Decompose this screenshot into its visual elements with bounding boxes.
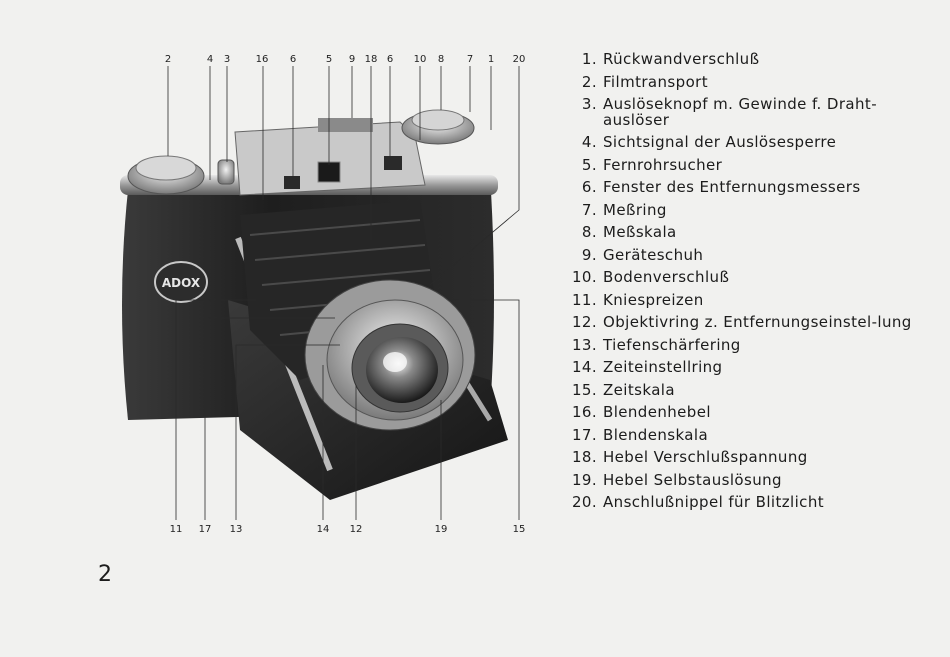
- legend-item: [563, 311, 943, 334]
- legend-number: 5.: [581, 155, 597, 174]
- legend-item: [563, 71, 943, 94]
- legend-text: Objektivring z. Entfernungseinstel-lung: [603, 313, 912, 331]
- callouts-top: [165, 54, 526, 65]
- legend-item: [563, 199, 943, 222]
- callout-7: 7: [466, 54, 474, 65]
- legend-item: [563, 48, 943, 71]
- legend-number: 16.: [571, 403, 597, 421]
- legend-text: Fernrohrsucher: [603, 155, 723, 174]
- legend-item: [563, 356, 943, 379]
- legend-number: 3.: [581, 95, 597, 113]
- legend-item: [563, 266, 943, 289]
- callout-6b: 6: [386, 54, 394, 65]
- legend-number: 1.: [581, 50, 597, 68]
- callout-19: 19: [434, 524, 448, 535]
- legend-number: 17.: [571, 425, 597, 444]
- legend-item: [563, 446, 943, 469]
- page-number: 2: [98, 562, 112, 587]
- legend-text: Zeiteinstellring: [603, 358, 723, 376]
- legend-text: Bodenverschluß: [603, 268, 730, 286]
- callout-8: 8: [437, 54, 445, 65]
- legend-number: 12.: [571, 313, 597, 331]
- legend-number: 20.: [571, 493, 597, 511]
- legend-number: 19.: [571, 470, 597, 489]
- legend-item: [563, 424, 943, 447]
- legend-text: Tiefenschärfering: [603, 335, 741, 354]
- legend-text: Hebel Verschlußspannung: [603, 448, 808, 466]
- legend-number: 6.: [581, 178, 597, 196]
- legend-number: 11.: [571, 290, 597, 309]
- legend-text: Meßring: [603, 200, 667, 219]
- legend-text: Filmtransport: [603, 72, 708, 91]
- legend-number: 18.: [571, 448, 597, 466]
- legend-item: [563, 221, 943, 244]
- callout-14: 14: [316, 524, 330, 535]
- callout-6a: 6: [289, 54, 297, 65]
- legend-text: Kniespreizen: [603, 290, 704, 309]
- callout-3: 3: [223, 54, 231, 65]
- legend-item: [563, 244, 943, 267]
- legend-text: Meßskala: [603, 223, 677, 241]
- callout-17: 17: [198, 524, 212, 535]
- callout-10: 10: [413, 54, 427, 65]
- legend-number: 10.: [571, 268, 597, 286]
- legend-item: [563, 154, 943, 177]
- parts-legend: [563, 48, 943, 514]
- legend-number: 9.: [581, 245, 597, 264]
- legend-item: [563, 379, 943, 402]
- legend-item: [563, 401, 943, 424]
- lens-assembly: [305, 280, 475, 430]
- legend-number: 14.: [571, 358, 597, 376]
- legend-text: Auslöseknopf m. Gewinde f. Draht-auslöser: [603, 95, 878, 129]
- legend-text: Sichtsignal der Auslösesperre: [603, 133, 837, 151]
- legend-text: Blendenhebel: [603, 403, 711, 421]
- legend-text: Hebel Selbstauslösung: [603, 470, 782, 489]
- legend-number: 8.: [581, 223, 597, 241]
- legend-item: [563, 334, 943, 357]
- legend-item: [563, 131, 943, 154]
- adox-logo: ADOX: [161, 276, 201, 290]
- legend-text: Fenster des Entfernungsmessers: [603, 178, 861, 196]
- legend-number: 7.: [581, 200, 597, 219]
- legend-text: Anschlußnippel für Blitzlicht: [603, 493, 825, 511]
- callout-12: 12: [349, 524, 363, 535]
- legend-text: Zeitskala: [603, 380, 675, 399]
- legend-number: 2.: [581, 72, 597, 91]
- legend-text: Geräteschuh: [603, 245, 704, 264]
- legend-item: [563, 93, 943, 131]
- callout-5: 5: [325, 54, 333, 65]
- callout-20: 20: [512, 54, 526, 65]
- legend-text: Rückwandverschluß: [603, 50, 760, 68]
- legend-number: 13.: [571, 335, 597, 354]
- legend-item: [563, 491, 943, 514]
- callout-11: 11: [169, 524, 183, 535]
- legend-item: [563, 469, 943, 492]
- callout-9: 9: [348, 54, 356, 65]
- callout-2: 2: [164, 54, 172, 65]
- callouts-bottom: [170, 524, 526, 535]
- legend-text: Blendenskala: [603, 425, 709, 444]
- callout-1: 1: [487, 54, 495, 65]
- callout-15: 15: [512, 524, 526, 535]
- legend-number: 4.: [581, 133, 597, 151]
- callout-18: 18: [364, 54, 378, 65]
- callout-4: 4: [206, 54, 214, 65]
- legend-number: 15.: [571, 380, 597, 399]
- callout-16: 16: [255, 54, 269, 65]
- callout-13: 13: [229, 524, 243, 535]
- legend-item: [563, 289, 943, 312]
- legend-item: [563, 176, 943, 199]
